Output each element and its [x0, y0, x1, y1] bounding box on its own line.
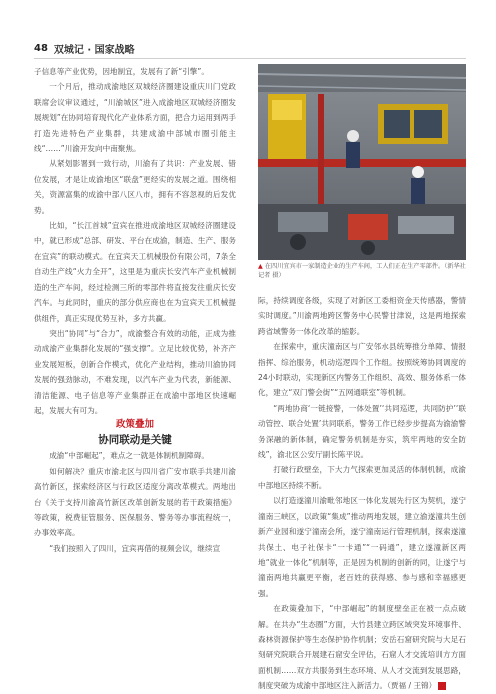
paragraph: 如何解决？重庆市渝北区与四川省广安市联手共建川渝高竹新区，探索经济区与行政区适度分离改革模式。两地出台《关于支持川渝高竹新区改革创新发展的若干政策措施》等政策，税费征管服务、医保服务、警务等办事流程统一，办事效率高。	[34, 466, 236, 538]
right-column	[258, 293, 466, 694]
paragraph: 打破行政壁垒，下大力气探索更加灵活的体制机制，成渝中部地区持续不断。	[258, 465, 466, 490]
closing-paragraph-text: 在政策叠加下，“中部崛起”的制度壁垒正在被一点点破解。在共办“生态圈”方面，大竹县建立跨区域突发环境事件、森林资源保护等生态保护协作机制；安岳石窟研究院与大足石刻研究院联合开展建石窟安全评估，石窟人才交流培训方方面面机制……双方共服务到生态环境、从人才交流到发展思路，制度突破为成渝中部地区注入新活力。（贾福 / 王锦）	[258, 604, 466, 691]
paragraph: 子信息等产业优势，因地制宜，发展有了新“引擎”。	[34, 67, 209, 76]
section-title: 双城记 · 国家战略	[53, 44, 135, 56]
paragraph: “两地协商‘一链接警，一体处置’‘共同巡逻，共同防护’‘联动管控、联合处置’共同联系，警务工作已经步步提高为渝渝警务深融的新体制，确定警务机制是夯实，筑牢两地的安全防线”，渝北区公安厅副长陈平说。	[258, 403, 466, 460]
subheading: 协同联动是关键	[98, 434, 172, 447]
paragraph: 以打造遂潼川渝毗邻地区一体化发展先行区为契机，遂宁潼南三峡区，以政策“集成”推动两地发展，建立渝遂潼共生创新产业园和遂宁潼南会所，遂宁潼南运行管理机制，探索遂潼共保土、电子社保卡“一卡通”“一码通”，建立遂潼新区两地“就业一体化”机制等，正是因为机制的创新的同，让遂宁与潼南两地共赢更平衡，老百姓的获得感、参与感和幸福感更强。	[258, 496, 466, 598]
paragraph: 成渝“中部崛起”，难点之一就是体制机制障碍。	[49, 451, 209, 461]
paragraph: 际，持续调度各级，实现了对新区工委相资金天传感器，警情实时调度。”川渝两地跨区警务中心民警甘津说，这是两地探索跨省域警务一体化改革的缩影。	[258, 296, 466, 336]
factory-photo	[258, 64, 466, 260]
left-column	[34, 64, 236, 556]
paragraph: 突出“协同”与“合力”，成渝整合有效的动能，正成为推动成渝产业集群化发展的“强支撑”。立足比较优势，补齐产业发展短板，创新合作模式，优化产业结构，推动川渝协同发展的强劲脉动，不难发现，以汽车产业为代表，新能源、清洁能源、电子信息等产业集群正在成渝中部地区快速崛起，发展大有可为。	[34, 328, 236, 415]
paragraph	[258, 601, 466, 693]
caption-triangle-icon: ▲	[258, 263, 263, 270]
header-divider	[34, 58, 466, 59]
paragraph: 从紧划影署到一致行动，川渝有了共识：产业发展、错位发展，才是让成渝地区“联盘”更经实的发展之道。围绕相关，资源富集的成渝中部八区八市，拥有不容忽视的后发优势。	[34, 159, 236, 215]
page-number: 48	[34, 42, 48, 54]
paragraph: 在探索中，重庆潼南区与广安邻水县统筹推分单障、情报指挥、综治服务，机动巡逻四个工作组。按照统筹协同调度的24小时联动，实现新区内警务工作组织、高效、服务体系一体化，建立“双门警会街”“五网通联室”等机制。	[258, 342, 466, 398]
paragraph: 一个月后，推动成渝地区双城经济圈建设重庆川门党政联席会议审议通过，“川渝城区”进入成渝地区双城经济圈发展规划”在协同培育现代化产业体系方面，把合力运用到两手打造先进特色产业集群，共建成渝中部城市圈引能主线“……”川渝开发向中南聚焦。	[34, 82, 236, 154]
page-header	[34, 41, 135, 55]
caption-text: 在四川宜宾市一家制造企业的生产车间，工人们正在生产零部件。（新华社记者 摄）	[258, 263, 466, 279]
photo-caption	[258, 262, 466, 280]
paragraph: 比如，“长江首城”宜宾在推进成渝地区双城经济圈建设中，就已形成“总部、研发、平台在成渝，制造、生产、服务在宜宾”的联动模式。在宜宾天工机械股份有限公司，7条全自动生产线“火力全开”，这里是为重庆长安汽车产业机械制造的生产车间，经过检测三所的零部件将直接发往重庆长安汽车。与此同时，重庆的部分供应商也在为宜宾天工机械提供组件，真正实现优势互补，多方共赢。	[34, 221, 236, 323]
subheading-kicker: 政策叠加	[115, 419, 154, 431]
paragraph: “我们按照入了四川，宜宾再借的视频会议，继续宣	[49, 543, 221, 553]
factory-image	[258, 64, 466, 260]
end-mark-icon: ■	[438, 682, 446, 690]
